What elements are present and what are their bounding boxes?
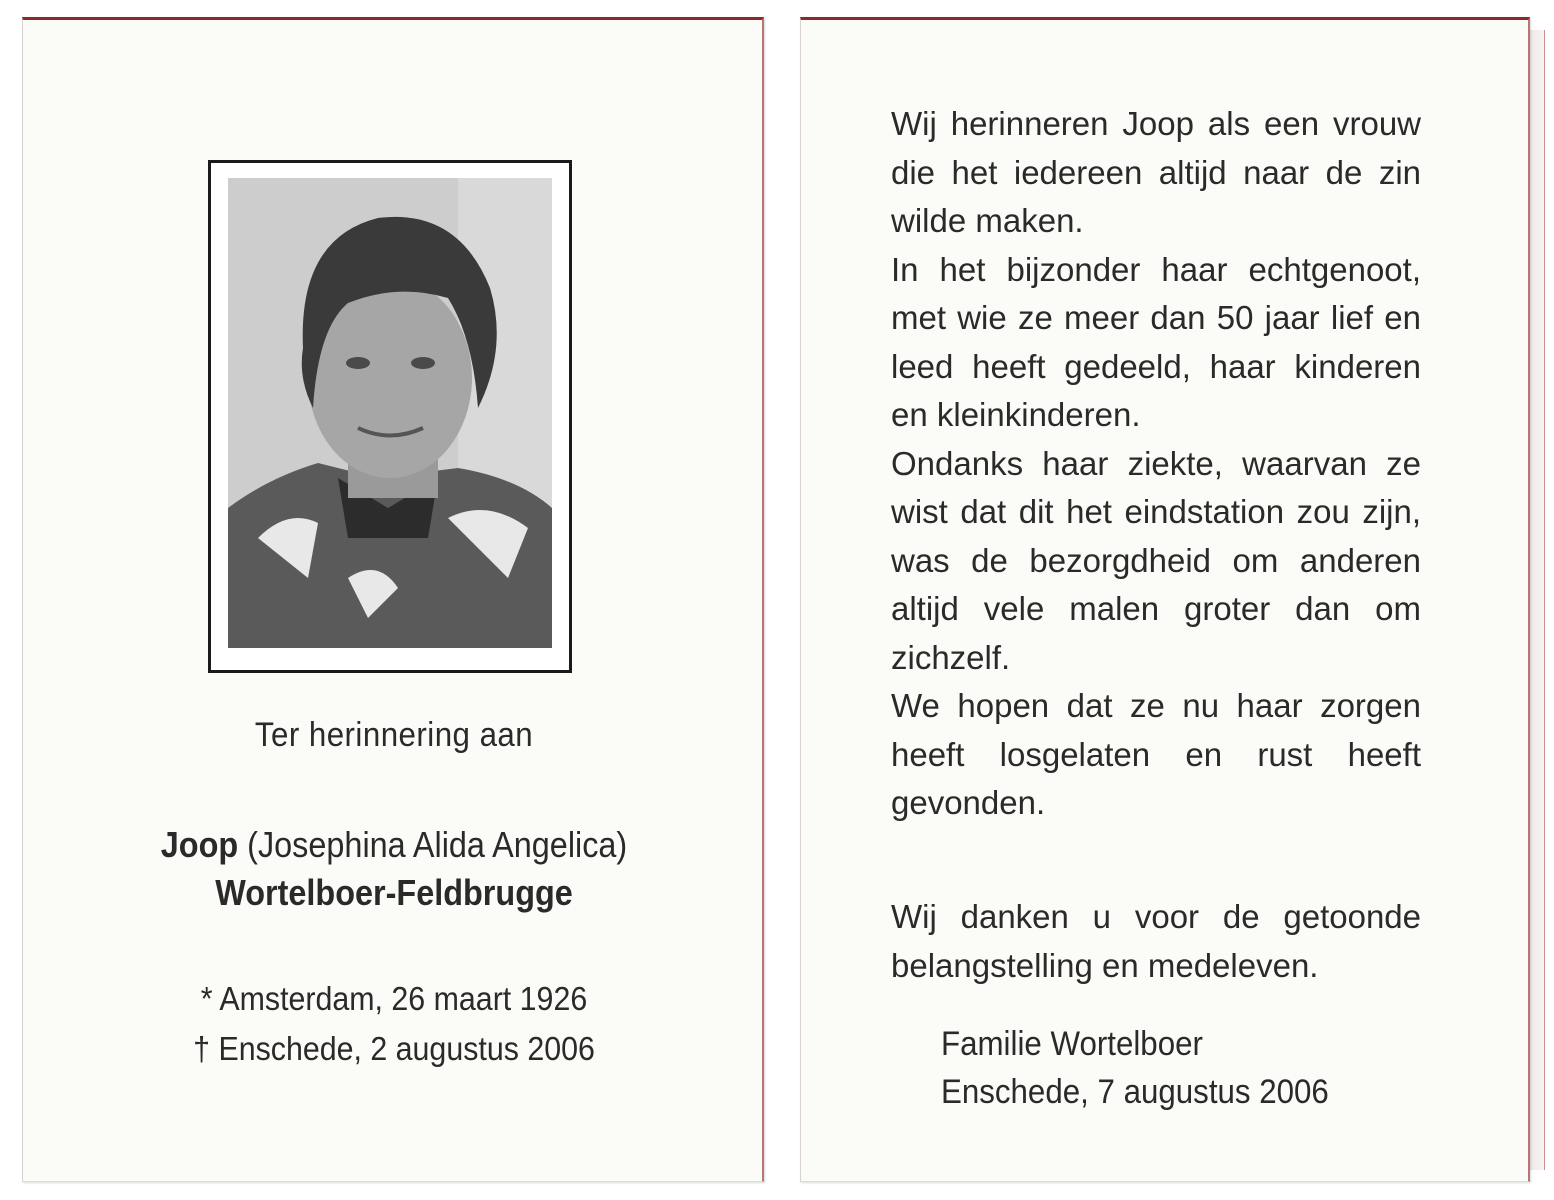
card-edge-strip xyxy=(1530,30,1545,1170)
text-line: en kleinkinderen. xyxy=(891,396,1141,433)
intro-text: Ter herinnering aan xyxy=(254,716,534,754)
memorial-card-front xyxy=(22,17,764,1182)
full-name: (Josephina Alida Angelica) xyxy=(247,824,628,865)
text-line: Wij danken u voor de getoonde xyxy=(891,898,1421,935)
text-line: die het iedereen altijd naar de zin xyxy=(891,153,1421,191)
first-name: Joop xyxy=(160,824,239,865)
deceased-name xyxy=(60,824,728,866)
text-line: Ondanks haar ziekte, waarvan ze xyxy=(891,444,1421,482)
birth-date: * Amsterdam, 26 maart 1926 xyxy=(200,980,588,1017)
family-name: Familie Wortelboer xyxy=(941,1025,1203,1063)
portrait-frame xyxy=(208,160,572,673)
text-line: Wij herinneren Joop als een vrouw xyxy=(891,105,1421,142)
text-line: In het bijzonder haar echtgenoot, xyxy=(891,250,1421,288)
memorial-text xyxy=(891,100,1421,828)
text-line: wist dat dit het eindstation zou zijn, xyxy=(891,493,1421,530)
text-line: We hopen dat ze nu haar zorgen xyxy=(891,687,1421,724)
text-line: gevonden. xyxy=(891,784,1046,821)
place-date: Enschede, 7 augustus 2006 xyxy=(941,1073,1329,1111)
surname: Wortelboer-Feldbrugge xyxy=(215,872,573,913)
text-line: belangstelling en medeleven. xyxy=(891,946,1319,984)
thanks-text xyxy=(891,893,1421,990)
memorial-card-back xyxy=(800,17,1530,1182)
text-line: was de bezorgdheid om anderen xyxy=(891,541,1421,579)
text-line: zichzelf. xyxy=(891,638,1011,676)
portrait-photo xyxy=(228,178,552,648)
death-date: † Enschede, 2 augustus 2006 xyxy=(193,1030,595,1067)
text-line: wilde maken. xyxy=(891,202,1084,239)
text-line: altijd vele malen groter dan om xyxy=(891,590,1421,627)
signature-block xyxy=(941,1020,1329,1116)
text-line: heeft losgelaten en rust heeft xyxy=(891,735,1421,773)
text-line: leed heeft gedeeld, haar kinderen xyxy=(891,347,1421,385)
portrait-illustration xyxy=(228,178,552,648)
text-line: met wie ze meer dan 50 jaar lief en xyxy=(891,299,1421,336)
